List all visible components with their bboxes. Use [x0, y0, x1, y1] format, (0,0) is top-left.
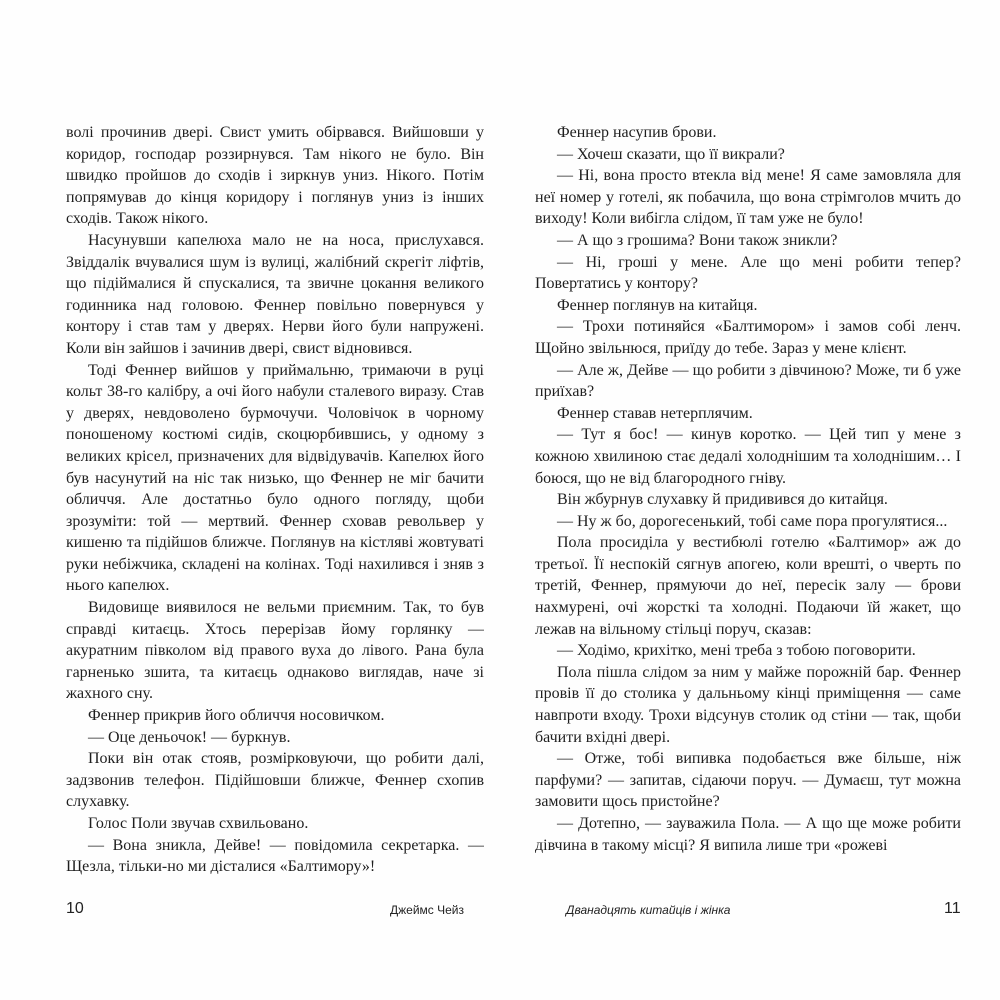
paragraph: — Ні, вона просто втекла від мене! Я саме замовляла для неї номер у готелі, як побачила, що вона стрімголов мчить до виходу! Коли вибігла слідом, її там уже не було! [535, 167, 961, 228]
paragraph: Феннер поглянув на китайця. [557, 296, 758, 314]
paragraph: волі прочинив двері. Свист умить обірвався. Вийшовши у коридор, господар роззирнувся. Там нікого не було. Він швидко пройшов до сходів і зиркнув униз. Нікого. Потім попрямував до кінця коридору і поглянув униз із інших сходів. Також нікого. [66, 124, 484, 228]
paragraph: Пола просиділа у вестибюлі готелю «Балтимор» аж до третьої. Її неспокій сягнув апогею, коли врешті, о чверть по третій, Феннер, прямуючи до неї, пересік залу — брови нахмурені, очі жорсткі та холодні. Подаючи їй жакет, що лежав на вільному стільці поруч, сказав: [535, 534, 961, 638]
paragraph: Голос Поли звучав схвильовано. [88, 815, 309, 832]
paragraph: Тоді Феннер вийшов у приймальню, тримаючи в руці кольт 38-го калібру, а очі його набули сталевого виразу. Став у дверях, невдоволено бурмочучи. Чоловічок в чорному поношеному костюмі сидів, скоцюрбившись, у одному з великих крісел, призначених для відвідувачів. Капелюх його був насунутий на ніс так низько, що Феннер не міг бачити обличчя. Але достатньо було одного погляду, щоби зрозуміти: той — мертвий. Феннер сховав револьвер у кишеню та підійшов ближче. Поглянув на кістляві жовтуваті руки небіжчика, складені на колінах. Тоді нахилився і зняв з нього капелюх. [66, 361, 484, 595]
right-page-number: 11 [944, 900, 961, 917]
left-running-head: Джеймс Чейз [390, 903, 464, 917]
paragraph: — Хочеш сказати, що її викрали? [557, 145, 785, 163]
paragraph: — Дотепно, — зауважила Пола. — А що ще може робити дівчина в такому місці? Я випила лише три «рожеві [535, 815, 961, 854]
paragraph: — Ні, гроші у мене. Але що мені робити тепер? Повертатись у контору? [535, 253, 961, 293]
right-page-body [535, 122, 961, 856]
left-page-body [66, 122, 484, 878]
paragraph: Феннер насупив брови. [557, 124, 717, 141]
left-page [66, 122, 484, 892]
paragraph: — Ходімо, крихітко, мені треба з тобою поговорити. [557, 642, 916, 660]
paragraph: — Вона зникла, Дейве! — повідомила секретарка. — Щезла, тільки-но ми дісталися «Балтимору»! [66, 836, 484, 876]
right-running-head: Дванадцять китайців і жінка [566, 903, 731, 917]
paragraph: — Оце деньочок! — буркнув. [88, 728, 291, 746]
paragraph: Пола пішла слідом за ним у майже порожній бар. Феннер провів її до столика у дальньому кінці приміщення — саме навпроти входу. Трохи відсунув столик од стіни — так, щоби бачити вхідні двері. [535, 663, 961, 746]
paragraph: Феннер ставав нетерплячим. [557, 404, 753, 422]
paragraph: Видовище виявилося не вельми приємним. Так, то був справді китаєць. Хтось перерізав йому горлянку — акуратним півколом від правого вуха до лівого. Рана була гарненько зшита, та китаєць однаково виглядав, наче зі жахного сну. [66, 599, 484, 703]
paragraph: — А що з грошима? Вони також зникли? [557, 231, 838, 249]
paragraph: — Ну ж бо, дорогесенький, тобі саме пора прогулятися... [557, 512, 948, 530]
left-page-number: 10 [66, 900, 84, 917]
paragraph: — Тут я бос! — кинув коротко. — Цей тип у мене з кожною хвилиною стає дедалі холоднішим та холоднішим… І боюся, що не від благородного гніву. [535, 426, 961, 487]
paragraph: Поки він отак стояв, розмірковуючи, що робити далі, задзвонив телефон. Підійшовши ближче, Феннер схопив слухавку. [66, 750, 484, 811]
paragraph: — Отже, тобі випивка подобається вже більше, ніж парфуми? — запитав, сідаючи поруч. — Думаєш, тут можна замовити щось пристойне? [535, 750, 961, 811]
right-page [535, 122, 961, 892]
paragraph: — Але ж, Дейве — що робити з дівчиною? Може, ти б уже приїхав? [535, 361, 961, 401]
paragraph: Насунувши капелюха мало не на носа, прислухався. Звіддалік вчувалися шум із вулиці, жалібний скрегіт ліфтів, що підіймалися й спускалися, та звичне цокання великого годинника над головою. Феннер повільно повернувся у контору і став там у дверях. Нерви його були напружені. Коли він зайшов і зачинив двері, свист відновився. [66, 231, 484, 357]
paragraph: — Трохи потиняйся «Балтимором» і замов собі ленч. Щойно звільнюся, приїду до тебе. Зараз у мене клієнт. [535, 318, 961, 357]
paragraph: Феннер прикрив його обличчя носовичком. [88, 707, 385, 725]
paragraph: Він жбурнув слухавку й придивився до китайця. [557, 491, 888, 509]
